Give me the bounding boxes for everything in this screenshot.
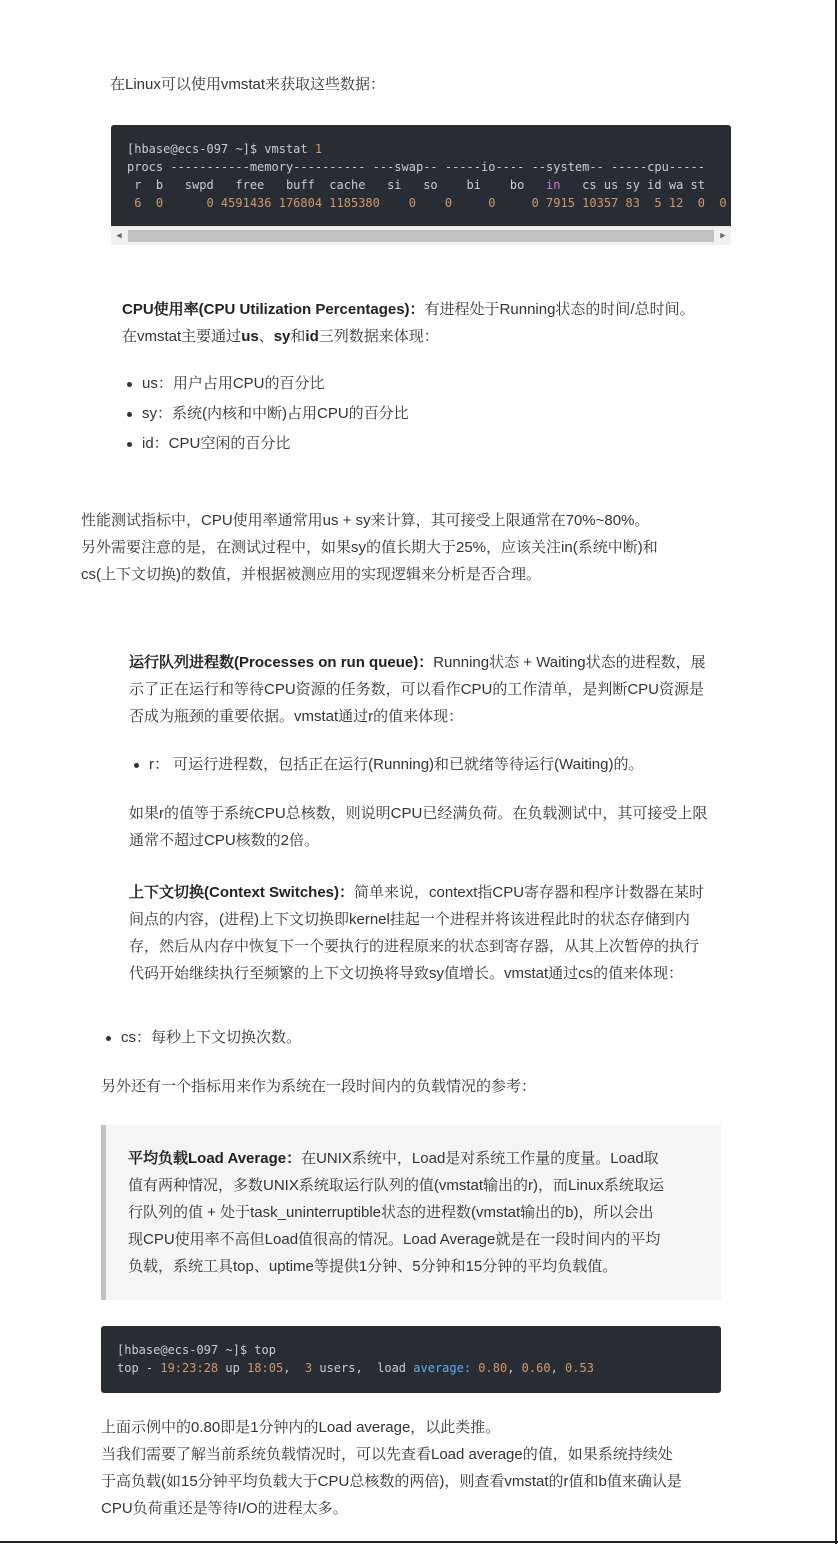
- load-average-title: 平均负载Load Average：: [128, 1150, 302, 1167]
- runqueue-note-line2: 通常不超过CPU核数的2倍。: [129, 832, 320, 849]
- list-item: r： 可运行进程数，包括正在运行(Running)和已就绪等待运行(Waiting)的。: [129, 750, 643, 780]
- text: users, load: [312, 1361, 414, 1375]
- text: ,: [507, 1361, 522, 1375]
- intro-text: 在Linux可以使用vmstat来获取这些数据：: [110, 76, 386, 93]
- load-quote-line3: 行队列的值 + 处于task_uninterruptible状态的进程数(vmstat输出的b)，所以会出: [128, 1204, 654, 1221]
- runqueue-line2: 示了正在运行和等待CPU资源的任务数，可以看作CPU的工作清单，是判断CPU资源是: [129, 681, 705, 698]
- conclusion-line3: 于高负载(如15分钟平均负载大于CPU总核数的两倍)，则查看vmstat的r值和b值来确认是: [101, 1473, 682, 1490]
- perf-note-line3: cs(上下文切换)的数值，并根据被测应用的实现逻辑来分析是否合理。: [81, 566, 541, 583]
- term-us: us: [241, 328, 259, 345]
- vmstat-code: [127, 140, 731, 212]
- context-line2: 间点的内容，(进程)上下文切换即kernel挂起一个进程并将该进程此时的状态存储到内: [129, 911, 690, 928]
- term-sy: sy: [273, 328, 291, 345]
- conclusion-line4: CPU负荷重还是等待I/O的进程太多。: [101, 1500, 348, 1517]
- top-uptime: 18:05: [247, 1361, 284, 1375]
- text: 和: [290, 328, 306, 345]
- cpu-utilization-line2: [122, 323, 439, 350]
- text: top -: [117, 1361, 161, 1375]
- load-intro-text: 另外还有一个指标用来作为系统在一段时间内的负载情况的参考：: [101, 1078, 537, 1095]
- context-line3: 存，然后从内存中恢复下一个要执行的进程原来的状态到寄存器，从其上次暂停的执行: [129, 938, 700, 955]
- shell-prompt: [hbase@ecs-097 ~]$ vmstat: [127, 142, 315, 156]
- runqueue-title: 运行队列进程数(Processes on run queue)：: [129, 654, 434, 671]
- load-5min: 0.60: [521, 1361, 551, 1375]
- cpu-utilization-heading: [122, 296, 695, 323]
- perf-note-line2: 另外需要注意的是，在测试过程中，如果sy的值长期大于25%，应该关注in(系统中断)和: [81, 539, 658, 556]
- top-average-label: average:: [413, 1361, 472, 1375]
- list-item: id：CPU空闲的百分比: [122, 429, 409, 459]
- runqueue-desc: Running状态 + Waiting状态的进程数，展: [433, 654, 706, 671]
- conclusion-line2: 当我们需要了解当前系统负载情况时，可以先查看Load average的值，如果系统持续处: [101, 1446, 673, 1463]
- load-average-desc: 在UNIX系统中，Load是对系统工作量的度量。Load取: [301, 1150, 659, 1167]
- context-switch-desc: 简单来说，context指CPU寄存器和程序计数器在某时: [354, 884, 705, 901]
- list-item: us：用户占用CPU的百分比: [122, 369, 409, 399]
- scrollbar-thumb[interactable]: [128, 230, 714, 242]
- top-code-block: [101, 1326, 721, 1393]
- runqueue-line3: 否成为瓶颈的重要依据。vmstat通过r的值来体现：: [129, 708, 464, 725]
- cpu-columns-list: [122, 369, 409, 459]
- load-quote-line2: 值有两种情况，多数UNIX系统取运行队列的值(vmstat输出的r)，而Linux系统取运: [128, 1177, 664, 1194]
- load-quote-line4: 现CPU使用率不高但Load值很高的情况。Load Average就是在一段时间内的平均: [128, 1231, 661, 1248]
- shell-prompt: [hbase@ecs-097 ~]$ top: [117, 1343, 276, 1357]
- text: ,: [550, 1361, 566, 1375]
- list-item: sy：系统(内核和中断)占用CPU的百分比: [122, 399, 409, 429]
- context-switch-heading: [129, 879, 704, 906]
- vmstat-header-cols: r b swpd free buff cache si so bi bo: [127, 178, 547, 192]
- vmstat-header-in: in: [546, 178, 561, 192]
- context-switch-title: 上下文切换(Context Switches)：: [129, 884, 355, 901]
- context-list: [101, 1023, 301, 1053]
- load-quote-line5: 负载，系统工具top、uptime等提供1分钟、5分钟和15分钟的平均负载值。: [128, 1258, 618, 1275]
- perf-note-line1: 性能测试指标中，CPU使用率通常用us + sy来计算，其可接受上限通常在70%~80%。: [81, 512, 650, 529]
- list-item: cs：每秒上下文切换次数。: [101, 1023, 301, 1053]
- vmstat-header-cols-rest: cs us sy id wa st: [560, 178, 705, 192]
- load-average-heading: [128, 1145, 659, 1172]
- page-right-border: [835, 0, 837, 1544]
- text: 、: [258, 328, 274, 345]
- vmstat-code-block: [111, 125, 731, 245]
- page-bottom-border: [0, 1541, 838, 1543]
- term-id: id: [305, 328, 319, 345]
- text: 三列数据来体现：: [318, 328, 439, 345]
- runqueue-heading: [129, 649, 706, 676]
- context-line4: 代码开始继续执行至频繁的上下文切换将导致sy值增长。vmstat通过cs的值来体现：: [129, 965, 684, 982]
- load-15min: 0.53: [565, 1361, 594, 1375]
- scroll-right-arrow-icon[interactable]: ▶: [720, 231, 726, 241]
- runqueue-list: [129, 750, 643, 780]
- cpu-utilization-title: CPU使用率(CPU Utilization Percentages)：: [122, 301, 425, 318]
- horizontal-scrollbar[interactable]: [111, 226, 731, 245]
- load-1min: 0.80: [478, 1361, 508, 1375]
- top-users: 3: [304, 1361, 313, 1375]
- vmstat-interval: 1: [314, 142, 323, 156]
- cpu-utilization-desc: 有进程处于Running状态的时间/总时间。: [424, 301, 695, 318]
- conclusion-line1: 上面示例中的0.80即是1分钟内的Load average，以此类推。: [101, 1419, 501, 1436]
- text: up: [218, 1361, 248, 1375]
- scroll-left-arrow-icon[interactable]: ◀: [116, 231, 122, 241]
- top-code: [117, 1341, 721, 1377]
- text: 在vmstat主要通过: [122, 328, 242, 345]
- text: ,: [283, 1361, 305, 1375]
- vmstat-data-row: 6 0 0 4591436 176804 1185380 0 0 0 0 7915 10357 83 5 12 0 0: [127, 196, 727, 210]
- runqueue-note-line1: 如果r的值等于系统CPU总核数，则说明CPU已经满负荷。在负载测试中，其可接受上限: [129, 805, 708, 822]
- top-time: 19:23:28: [160, 1361, 219, 1375]
- load-average-blockquote: [101, 1125, 721, 1300]
- vmstat-header-groups: procs -----------memory---------- ---swap-- -----io---- --system-- -----cpu-----: [127, 160, 705, 174]
